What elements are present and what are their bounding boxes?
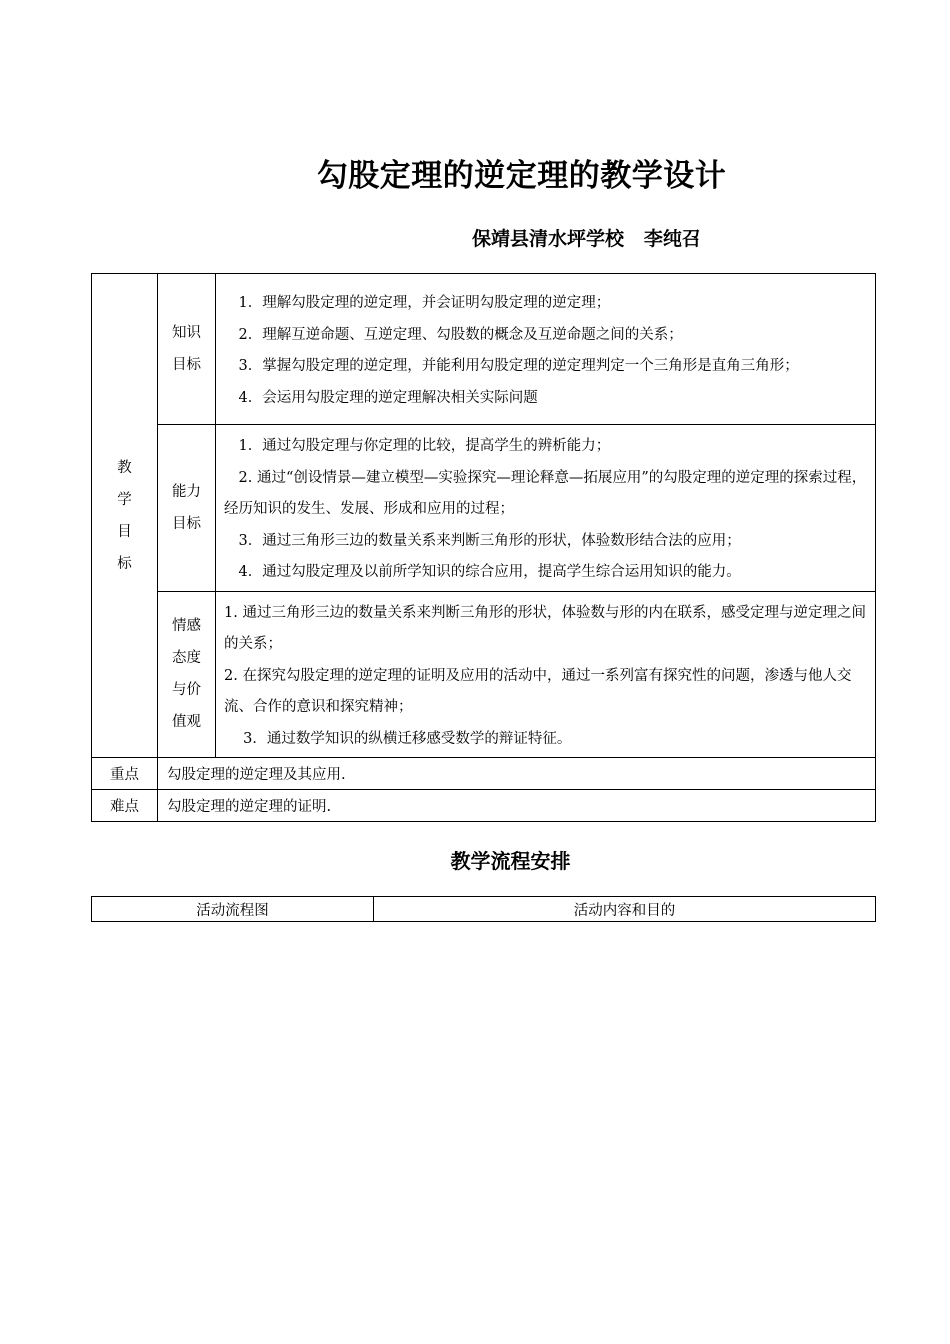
document-title: 勾股定理的逆定理的教学设计: [316, 158, 727, 194]
ability-content-cell: [216, 425, 876, 592]
list-item: 3．通过数学知识的纵横迁移感受数学的辩证特征。: [224, 730, 572, 747]
flow-header-diagram: 活动流程图: [92, 897, 374, 922]
category-char: 目: [117, 523, 132, 540]
list-item: 1．通过勾股定理与你定理的比较，提高学生的辨析能力；: [224, 438, 611, 454]
flow-header-content: 活动内容和目的: [374, 897, 876, 922]
list-item: 3．掌握勾股定理的逆定理，并能利用勾股定理的逆定理判定一个三角形是直角三角形；: [224, 358, 799, 374]
list-item: 4．会运用勾股定理的逆定理解决相关实际问题: [224, 389, 538, 406]
list-item: 1. 通过三角形三边的数量关系来判断三角形的形状，体验数与形的内在联系，感受定理与逆定理之间的关系；: [224, 604, 866, 652]
knowledge-content-cell: [216, 274, 876, 425]
list-item: 4．通过勾股定理及以前所学知识的综合应用，提高学生综合运用知识的能力。: [224, 564, 741, 580]
author-line: 保靖县清水坪学校 李纯召: [472, 228, 701, 250]
list-item: 2. 在探究勾股定理的逆定理的证明及应用的活动中，通过一系列富有探究性的问题，渗透与他人交流、合作的意识和探究精神；: [224, 667, 852, 715]
ability-label-cell: 能力 目标: [158, 425, 216, 592]
objectives-category-cell: [92, 274, 158, 758]
list-item: 2. 通过“创设情景—建立模型—实验探究—理论释意—拓展应用”的勾股定理的逆定理的探索过程，经历知识的发生、发展、形成和应用的过程；: [224, 469, 867, 517]
key-point-value: 勾股定理的逆定理及其应用.: [158, 758, 876, 790]
table-row: [92, 897, 876, 922]
emotion-content-cell: [216, 591, 876, 758]
category-char: 学: [117, 491, 132, 508]
flow-section-title: 教学流程安排: [450, 849, 571, 873]
table-row: [92, 790, 876, 822]
key-point-label: 重点: [92, 758, 158, 790]
flow-table: [91, 896, 876, 922]
list-item: 1．理解勾股定理的逆定理，并会证明勾股定理的逆定理；: [224, 295, 611, 311]
table-row: [92, 274, 876, 425]
table-row: [92, 758, 876, 790]
list-item: 3．通过三角形三边的数量关系来判断三角形的形状，体验数形结合法的应用；: [224, 532, 741, 549]
difficult-point-label: 难点: [92, 790, 158, 822]
category-char: 教: [117, 459, 132, 476]
table-row: [92, 425, 876, 592]
table-row: [92, 591, 876, 758]
difficult-point-value: 勾股定理的逆定理的证明.: [158, 790, 876, 822]
category-char: 标: [117, 555, 132, 572]
emotion-label-cell: 情感 态度 与价 值观: [158, 591, 216, 758]
knowledge-label-cell: 知识 目标: [158, 274, 216, 425]
objectives-table: [91, 273, 876, 822]
list-item: 2．理解互逆命题、互逆定理、勾股数的概念及互逆命题之间的关系；: [224, 326, 683, 343]
